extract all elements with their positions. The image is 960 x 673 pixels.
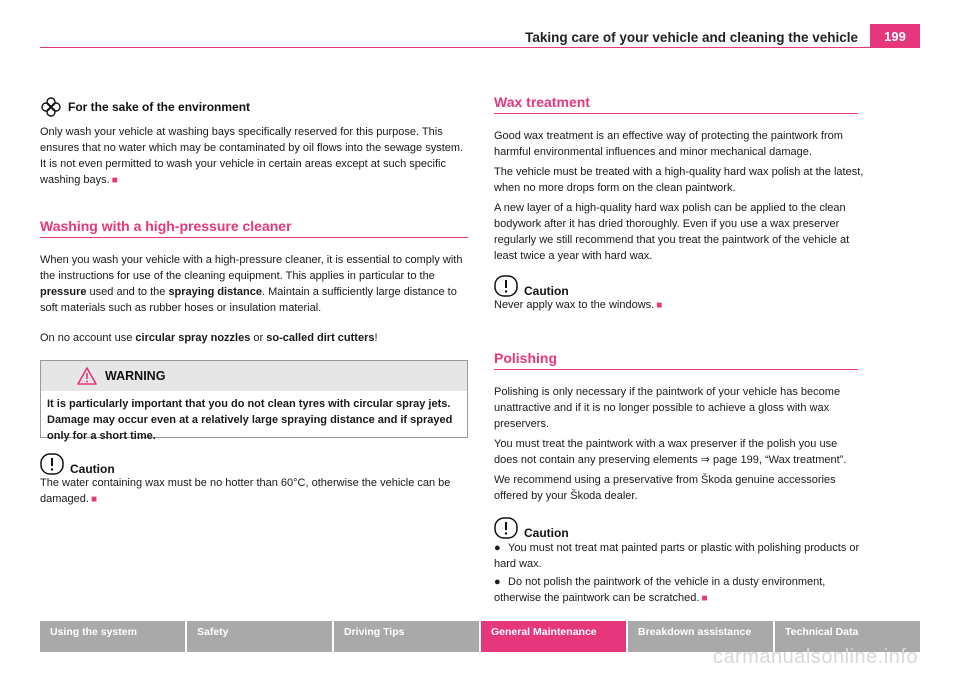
flower-icon bbox=[40, 96, 62, 118]
polishing-paragraph-3: We recommend using a preservative from Škoda genuine accessories offered by your Škoda dealer. bbox=[494, 474, 836, 502]
page-number: 199 bbox=[870, 24, 920, 48]
footer-tab-technical-data[interactable]: Technical Data bbox=[775, 621, 920, 652]
footer-tab-general-maintenance[interactable]: General Maintenance bbox=[481, 621, 626, 652]
environment-body: Only wash your vehicle at washing bays specifically reserved for this purpose. This ensures that no water which may be contaminated by oil flows into the sewage system. It is not even permitted to wash your vehicle in certain areas except at such specific washing bays. bbox=[40, 126, 464, 186]
caution-bullet-1-text: You must not treat mat painted parts or plastic with polishing products or hard wax. bbox=[494, 542, 860, 570]
environment-heading-text: For the sake of the environment bbox=[68, 100, 251, 114]
washing-p2-c: or bbox=[250, 332, 267, 344]
caution-right-1-text bbox=[494, 297, 864, 314]
end-mark-icon: ■ bbox=[701, 593, 708, 604]
end-mark-icon: ■ bbox=[111, 175, 118, 186]
washing-p2-nozzles: circular spray nozzles bbox=[135, 332, 251, 344]
washing-p1-c: used and to the bbox=[86, 286, 169, 298]
caution-bullet-1 bbox=[494, 540, 864, 572]
caution-right-1-heading-text: Caution bbox=[524, 284, 569, 298]
washing-p1-a: When you wash your vehicle with a high-pressure cleaner, it is essential to comply with the instructions for use of the cleaning equipment. This applies in particular to the bbox=[40, 254, 463, 282]
header-title: Taking care of your vehicle and cleaning the vehicle bbox=[525, 30, 858, 45]
caution-icon bbox=[494, 275, 518, 297]
watermark: carmanualsonline.info bbox=[712, 646, 918, 668]
footer-tab-using-the-system[interactable]: Using the system bbox=[40, 621, 185, 652]
caution-heading-right-1 bbox=[494, 274, 569, 298]
polishing-paragraph-1: Polishing is only necessary if the paintwork of your vehicle has become unattractive and if it is no longer possible to achieve a gloss with wax preservers. bbox=[494, 386, 841, 430]
end-mark-icon: ■ bbox=[656, 300, 663, 311]
wax-paragraph-2: The vehicle must be treated with a high-quality hard wax polish at the latest, when no more drops form on the clean paintwork. bbox=[494, 166, 864, 194]
warning-triangle-icon bbox=[77, 367, 97, 385]
caution-icon bbox=[494, 517, 518, 539]
end-mark-icon: ■ bbox=[90, 494, 97, 505]
caution-heading-left bbox=[40, 452, 115, 476]
washing-paragraph-2 bbox=[40, 330, 468, 346]
warning-heading: WARNING bbox=[105, 369, 166, 383]
washing-p1-e: . Maintain a sufficiently large distance to soft materials such as rubber hoses or insulation material. bbox=[40, 286, 457, 314]
caution-bullet-2-text: Do not polish the paintwork of the vehicle in a dusty environment, otherwise the paintwork can be scratched. bbox=[494, 576, 826, 604]
caution-right-2-heading-text: Caution bbox=[524, 526, 569, 540]
washing-p2-e: ! bbox=[374, 332, 378, 344]
caution-left-heading-text: Caution bbox=[70, 462, 115, 476]
footer-tab-safety[interactable]: Safety bbox=[187, 621, 332, 652]
washing-paragraph-1 bbox=[40, 252, 468, 316]
bullet-icon: ● bbox=[494, 542, 501, 554]
caution-left-body: The water containing wax must be no hotter than 60°C, otherwise the vehicle can be damaged. bbox=[40, 477, 451, 505]
caution-icon bbox=[40, 453, 64, 475]
bullet-icon: ● bbox=[494, 576, 501, 588]
warning-head bbox=[41, 361, 467, 391]
caution-right-1-body: Never apply wax to the windows. bbox=[494, 299, 655, 311]
footer-tab-driving-tips[interactable]: Driving Tips bbox=[334, 621, 479, 652]
caution-heading-right-2 bbox=[494, 516, 569, 540]
warning-box bbox=[40, 360, 468, 442]
washing-p1-distance: spraying distance bbox=[168, 286, 262, 298]
washing-p2-cutters: so-called dirt cutters bbox=[266, 332, 375, 344]
washing-section-title: Washing with a high-pressure cleaner bbox=[40, 218, 468, 238]
caution-bullet-2 bbox=[494, 574, 864, 607]
polishing-paragraph-2: You must treat the paintwork with a wax preserver if the polish you use does not contain any preserving elements ⇒ page 199, “Wax treatment”. bbox=[494, 438, 847, 466]
environment-text bbox=[40, 124, 468, 189]
washing-p1-pressure: pressure bbox=[40, 286, 87, 298]
polishing-section-title: Polishing bbox=[494, 350, 858, 370]
wax-paragraph-3: A new layer of a high-quality hard wax polish can be applied to the clean bodywork after it has dried thoroughly. Even if you use a wax preserver regularly we still recommend that you treat the paintwork of the vehicle at least twice a year with hard wax. bbox=[494, 202, 850, 262]
washing-p2-a: On no account use bbox=[40, 332, 136, 344]
header-rule bbox=[40, 47, 920, 48]
warning-text: It is particularly important that you do not clean tyres with circular spray jets. Damage may occur even at a relatively large spraying distance and if sprayed only for a short time. bbox=[47, 398, 453, 442]
footer-tab-breakdown-assistance[interactable]: Breakdown assistance bbox=[628, 621, 773, 652]
environment-heading bbox=[40, 96, 250, 118]
wax-section-title: Wax treatment bbox=[494, 94, 858, 114]
wax-paragraph-1: Good wax treatment is an effective way of protecting the paintwork from harmful environmental influences and minor mechanical damage. bbox=[494, 130, 843, 158]
caution-left-text bbox=[40, 475, 468, 508]
